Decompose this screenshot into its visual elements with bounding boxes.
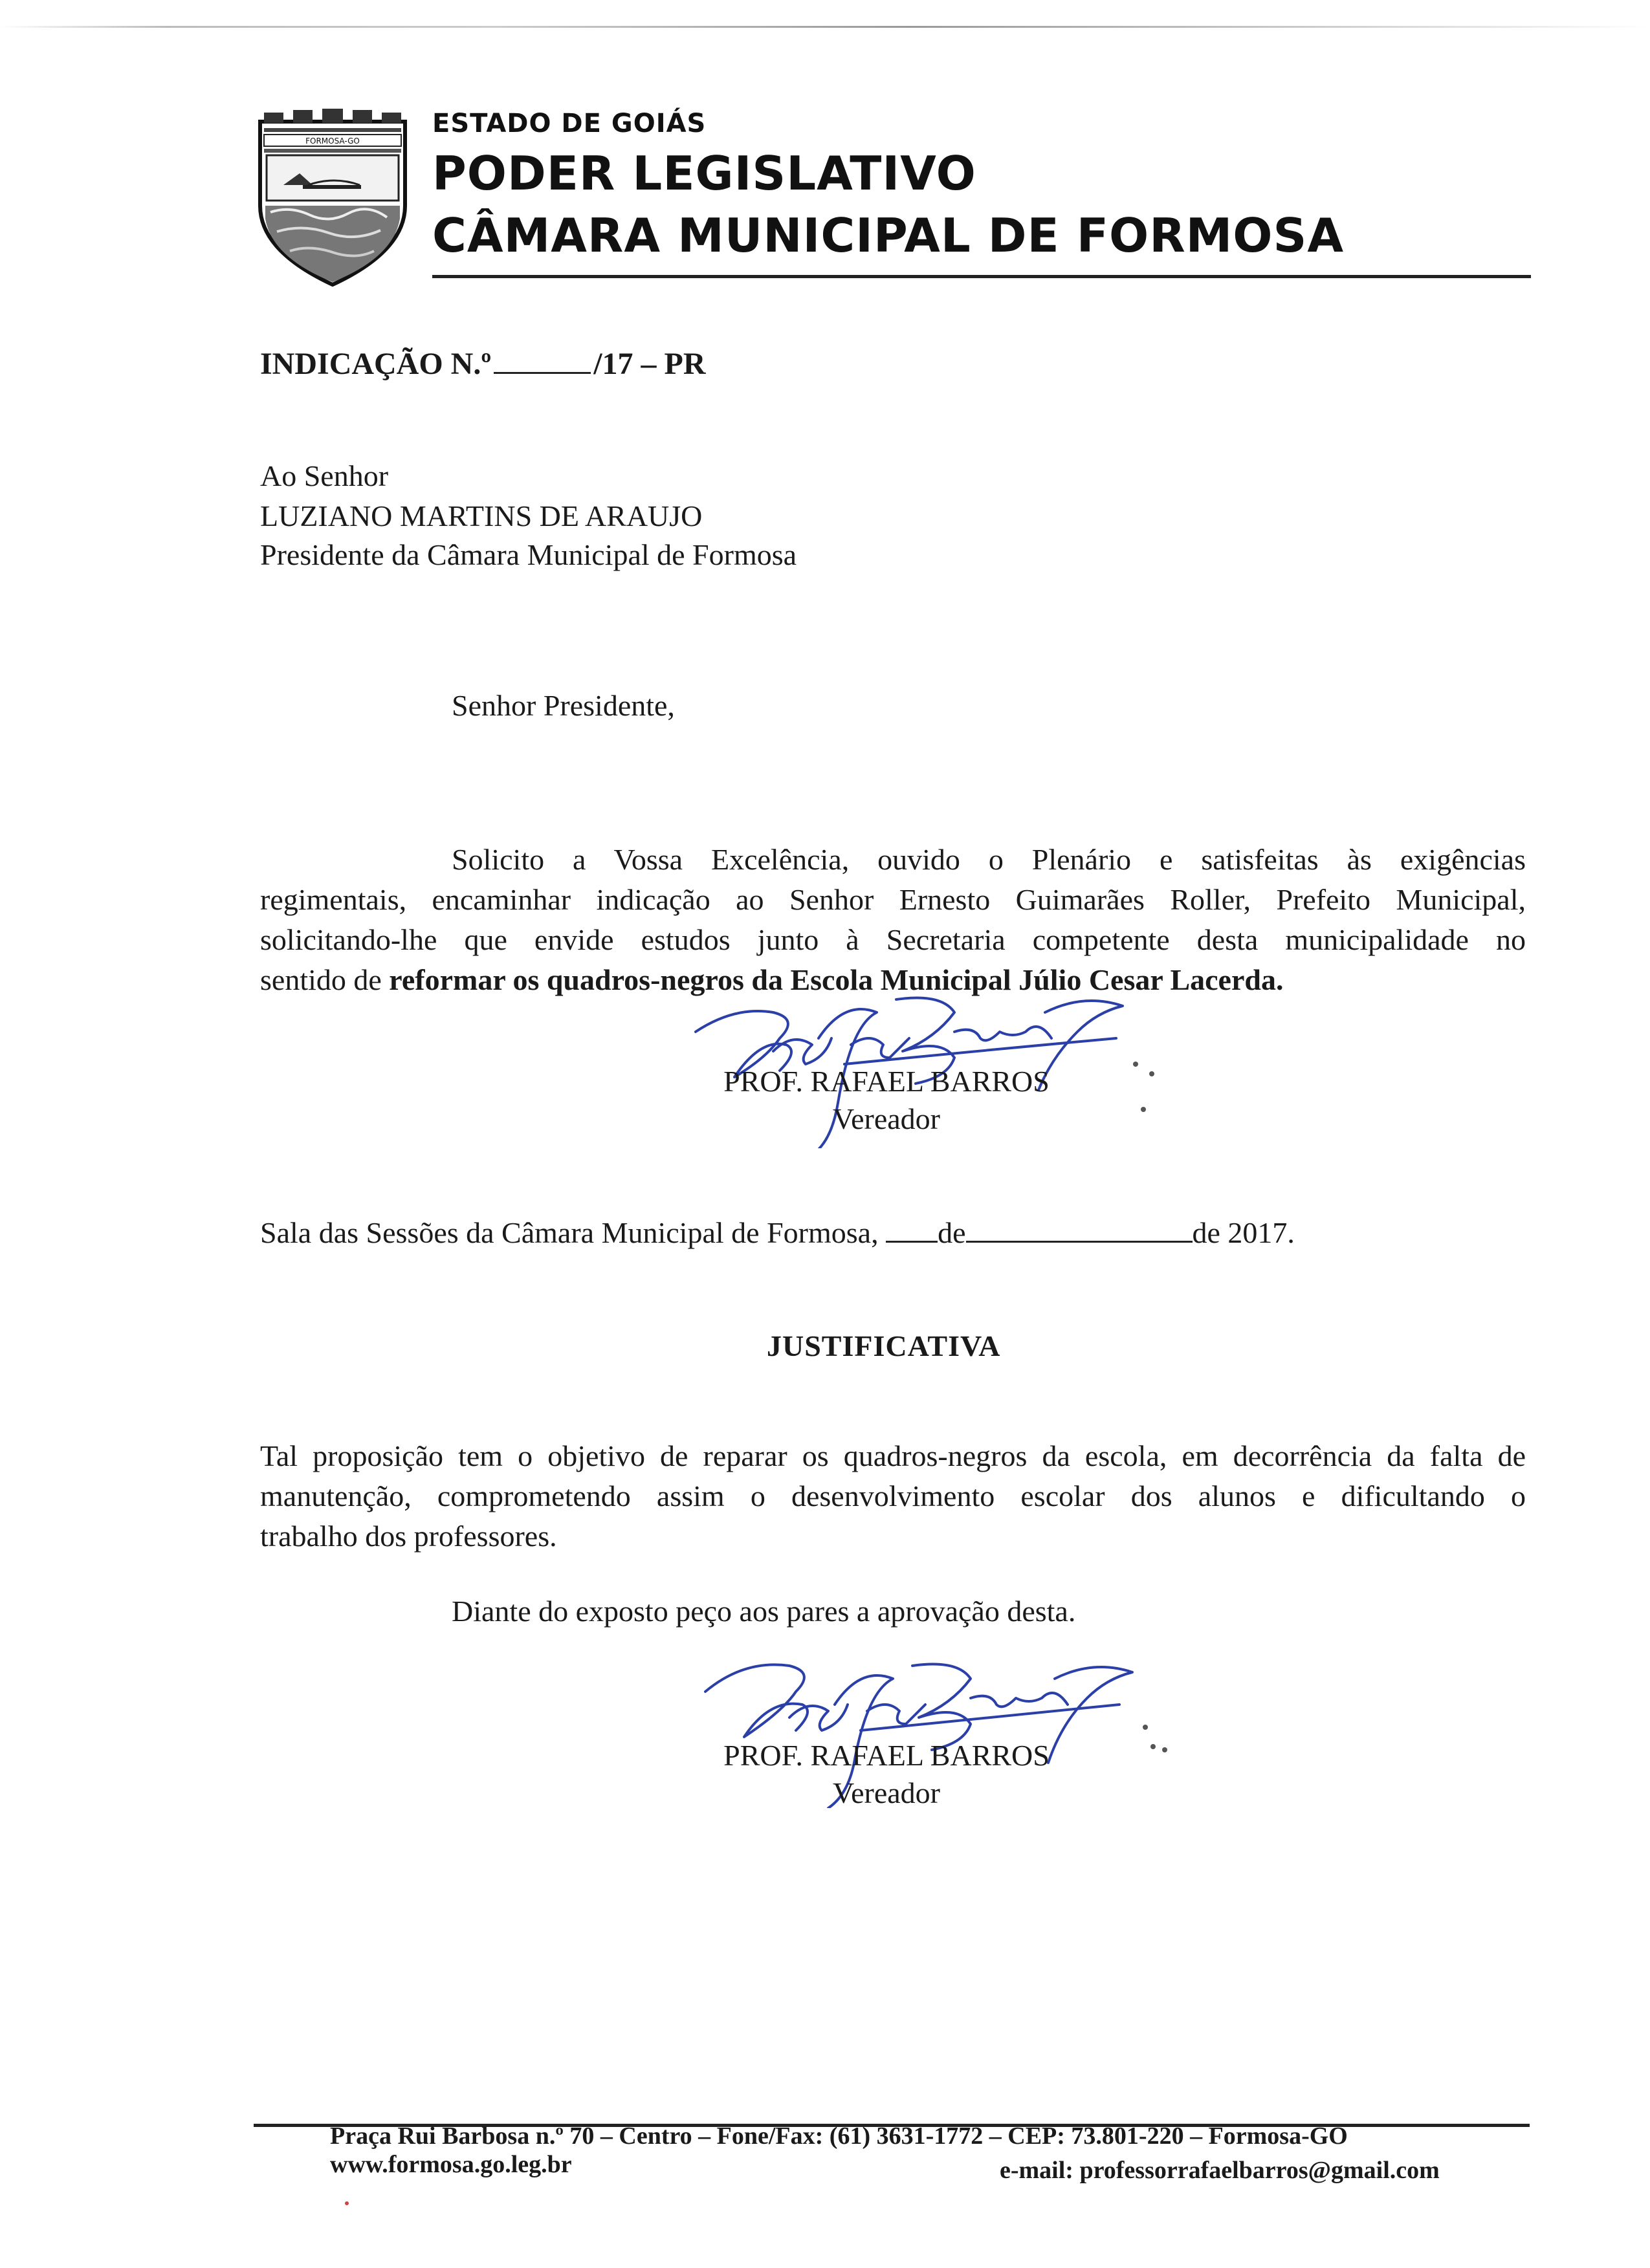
footer-email: e-mail: professorrafaelbarros@gmail.com: [1000, 2157, 1440, 2184]
header-divider: [432, 275, 1531, 278]
addressee-title: Presidente da Câmara Municipal de Formosa: [260, 538, 797, 571]
paragraph-line: manutenção, comprometendo assim o desenvolvimento escolar dos alunos e dificultando o: [260, 1479, 1526, 1512]
footer-address: Praça Rui Barbosa n.º 70 – Centro – Fone/Fax: (61) 3631-1772 – CEP: 73.801-220 – Formosa-GO: [330, 2122, 1348, 2150]
signature-block: [705, 1737, 1068, 1812]
day-blank: [886, 1215, 938, 1243]
signatory-role: Vereador: [832, 1102, 940, 1135]
signatory-role: Vereador: [832, 1776, 940, 1809]
request-object: reformar os quadros-negros da Escola Municipal Júlio Cesar Lacerda.: [389, 963, 1284, 996]
footer-website: www.formosa.go.leg.br: [330, 2151, 572, 2178]
indicacao-suffix: /17 – PR: [593, 347, 706, 381]
session-date-line: Sala das Sessões da Câmara Municipal de Formosa, de de 2017.: [260, 1216, 1295, 1249]
paragraph-line: Solicito a Vossa Excelência, ouvido o Plenário e satisfeitas às exigências: [452, 843, 1526, 876]
svg-text:FORMOSA-GO: FORMOSA-GO: [305, 136, 360, 146]
salutation: Senhor Presidente,: [452, 689, 675, 722]
paragraph-line: sentido de reformar os quadros-negros da Escola Municipal Júlio Cesar Lacerda.: [260, 963, 1284, 996]
paragraph-line: solicitando-lhe que envide estudos junto à Secretaria competente desta municipalidade no: [260, 923, 1526, 956]
state-heading: ESTADO DE GOIÁS: [432, 109, 707, 138]
scan-speck: [345, 2201, 349, 2205]
addressee-greeting: Ao Senhor: [260, 459, 389, 492]
signatory-name: PROF. RAFAEL BARROS: [723, 1065, 1050, 1098]
signatory-name: PROF. RAFAEL BARROS: [723, 1739, 1050, 1772]
chamber-heading: CÂMARA MUNICIPAL DE FORMOSA: [432, 208, 1345, 263]
signature-block: [705, 1063, 1068, 1138]
justification-title: JUSTIFICATIVA: [767, 1329, 1001, 1362]
paragraph-line: regimentais, encaminhar indicação ao Senhor Ernesto Guimarães Roller, Prefeito Municipal,: [260, 883, 1526, 916]
branch-heading: PODER LEGISLATIVO: [432, 146, 976, 201]
number-blank: [494, 346, 591, 374]
paragraph-line: trabalho dos professores.: [260, 1520, 557, 1553]
request-paragraph: [260, 840, 1526, 1000]
scan-edge-line: [0, 26, 1650, 28]
coat-of-arms-icon: [258, 109, 408, 287]
indicacao-prefix: INDICAÇÃO N.º: [260, 347, 492, 381]
indicacao-number: [260, 344, 706, 384]
closing-sentence: Diante do exposto peço aos pares a aprovação desta.: [452, 1595, 1076, 1628]
justification-paragraph: [260, 1436, 1526, 1556]
month-blank: [966, 1215, 1193, 1243]
addressee-name: LUZIANO MARTINS DE ARAUJO: [260, 499, 703, 532]
paragraph-line: Tal proposição tem o objetivo de reparar os quadros-negros da escola, em decorrência da falta de: [260, 1439, 1526, 1472]
